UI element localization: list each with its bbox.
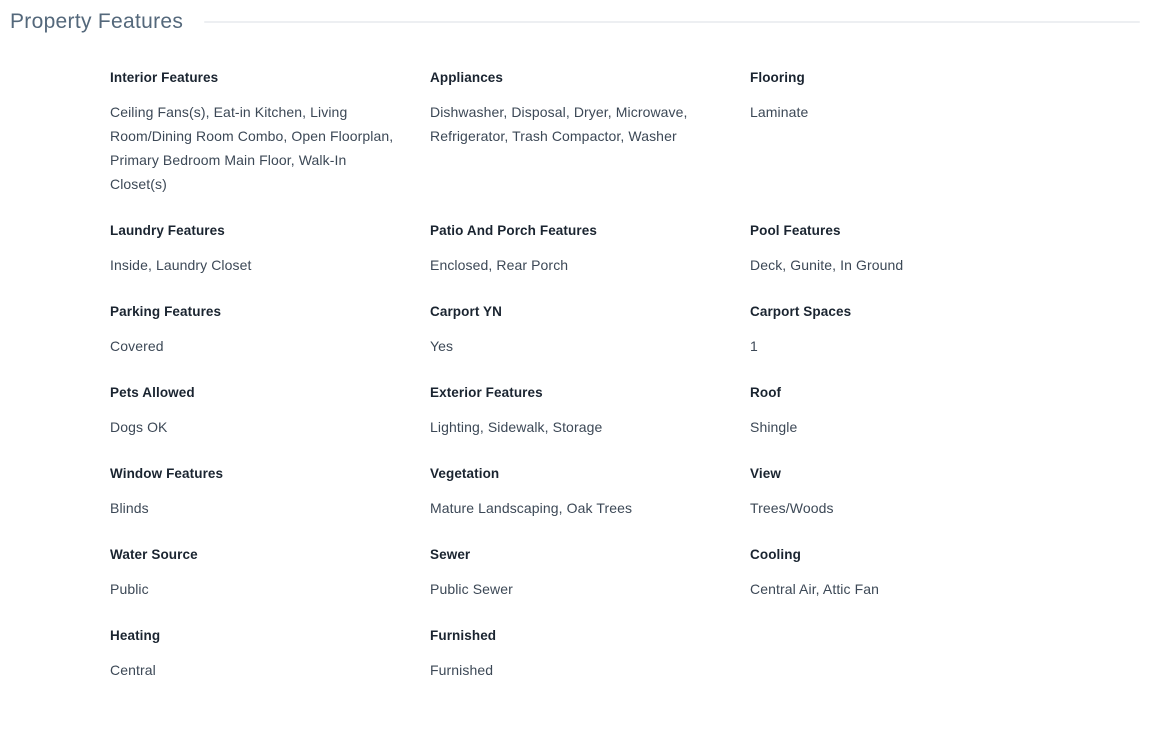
feature-item-flooring	[750, 68, 1070, 124]
feature-value: Public	[110, 581, 149, 597]
feature-label: Furnished	[430, 628, 497, 643]
feature-item-heating	[110, 626, 430, 682]
feature-label: Pool Features	[750, 223, 841, 238]
section-title: Property Features	[10, 10, 184, 33]
feature-value: Laminate	[750, 104, 809, 120]
feature-item-furnished	[430, 626, 750, 682]
feature-label: Pets Allowed	[110, 385, 195, 400]
feature-value: Central Air, Attic Fan	[750, 581, 880, 597]
feature-item-window-features	[110, 464, 430, 520]
feature-value: Dishwasher, Disposal, Dryer, Microwave, Refrigerator, Trash Compactor, Washer	[430, 104, 688, 144]
section-header	[10, 10, 1140, 34]
feature-value: Deck, Gunite, In Ground	[750, 257, 904, 273]
feature-item-water-source	[110, 545, 430, 601]
feature-value: Lighting, Sidewalk, Storage	[430, 419, 603, 435]
feature-item-view	[750, 464, 1070, 520]
feature-value: Dogs OK	[110, 419, 168, 435]
feature-label: View	[750, 466, 781, 481]
feature-label: Heating	[110, 628, 161, 643]
feature-item-carport-spaces	[750, 302, 1070, 358]
feature-label: Roof	[750, 385, 782, 400]
feature-label: Appliances	[430, 70, 504, 85]
feature-item-carport-yn	[430, 302, 750, 358]
feature-item-laundry-features	[110, 221, 430, 277]
feature-value: Shingle	[750, 419, 798, 435]
feature-item-appliances	[430, 68, 750, 148]
feature-value: Furnished	[430, 662, 494, 678]
feature-value: Covered	[110, 338, 164, 354]
feature-label: Parking Features	[110, 304, 222, 319]
feature-label: Water Source	[110, 547, 198, 562]
feature-item-vegetation	[430, 464, 750, 520]
feature-item-parking-features	[110, 302, 430, 358]
feature-value: Blinds	[110, 500, 149, 516]
feature-label: Exterior Features	[430, 385, 543, 400]
feature-item-pool-features	[750, 221, 1070, 277]
feature-label: Carport Spaces	[750, 304, 852, 319]
feature-label: Cooling	[750, 547, 801, 562]
features-grid	[110, 68, 1140, 682]
feature-value: Inside, Laundry Closet	[110, 257, 252, 273]
feature-label: Window Features	[110, 466, 224, 481]
feature-item-sewer	[430, 545, 750, 601]
feature-value: Enclosed, Rear Porch	[430, 257, 569, 273]
feature-label: Carport YN	[430, 304, 503, 319]
feature-label: Laundry Features	[110, 223, 225, 238]
feature-value: Trees/Woods	[750, 500, 834, 516]
feature-item-cooling	[750, 545, 1070, 601]
feature-value: Public Sewer	[430, 581, 513, 597]
feature-value: Yes	[430, 338, 454, 354]
feature-value: Central	[110, 662, 156, 678]
feature-item-interior-features	[110, 68, 430, 196]
feature-label: Vegetation	[430, 466, 500, 481]
feature-item-patio-and-porch-features	[430, 221, 750, 277]
feature-label: Sewer	[430, 547, 471, 562]
feature-label: Interior Features	[110, 70, 219, 85]
feature-value: Mature Landscaping, Oak Trees	[430, 500, 633, 516]
feature-label: Patio And Porch Features	[430, 223, 597, 238]
feature-item-pets-allowed	[110, 383, 430, 439]
feature-item-exterior-features	[430, 383, 750, 439]
feature-label: Flooring	[750, 70, 805, 85]
section-divider	[204, 21, 1140, 23]
feature-item-roof	[750, 383, 1070, 439]
feature-value: 1	[750, 338, 758, 354]
feature-value: Ceiling Fans(s), Eat-in Kitchen, Living Room/Dining Room Combo, Open Floorplan, Primary Bedroom Main Floor, Walk-In Closet(s)	[110, 104, 394, 192]
